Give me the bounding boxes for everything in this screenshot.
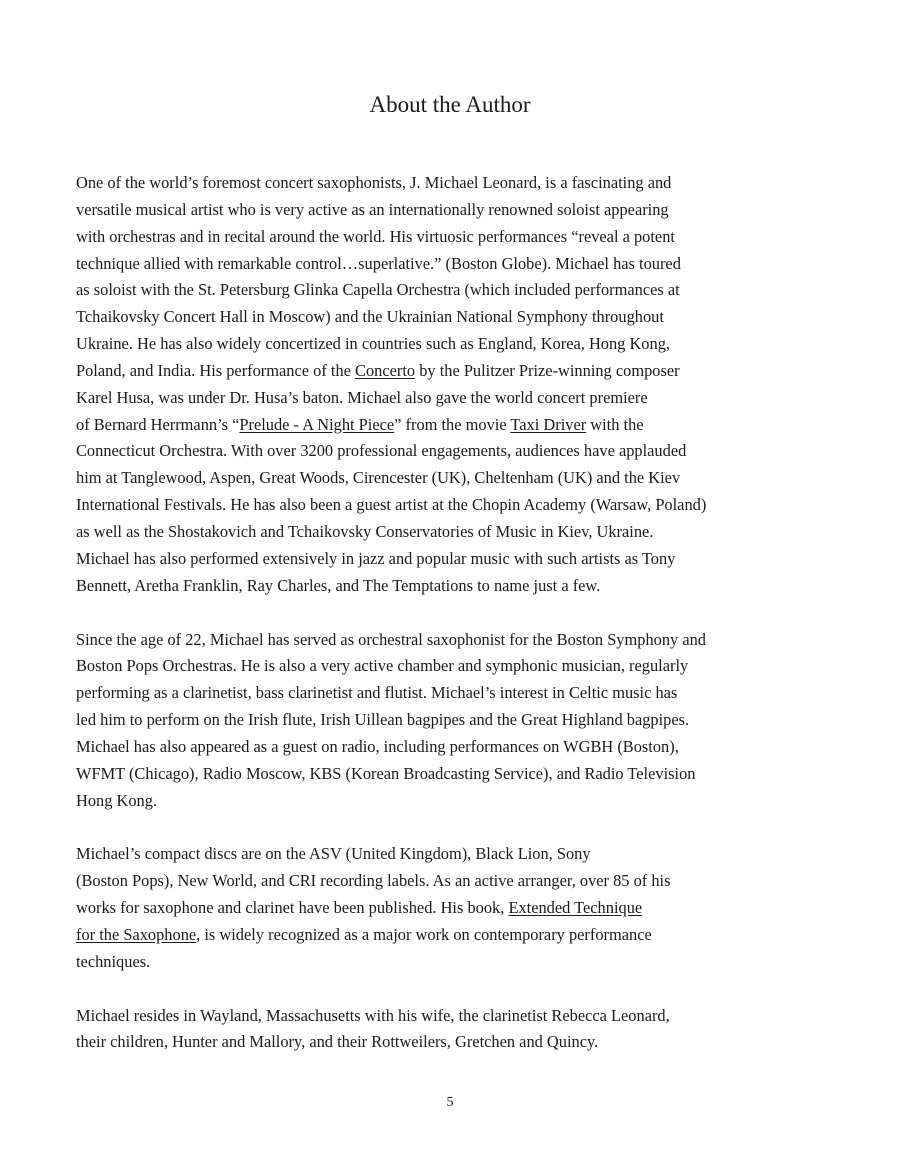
text-segment: One of the world’s foremost concert saxophonists, J. Michael Leonard, is a fascinating and	[76, 173, 672, 192]
text-line	[76, 1029, 836, 1056]
text-line	[76, 868, 836, 895]
text-line	[76, 492, 836, 519]
text-segment: Michael has also performed extensively in jazz and popular music with such artists as Tony	[76, 548, 676, 568]
biography-paragraph	[76, 627, 836, 815]
text-segment: Michael has also appeared as a guest on radio, including performances on WGBH (Boston),	[76, 736, 679, 756]
text-line	[76, 197, 836, 224]
text-line	[76, 922, 836, 949]
text-segment: of Bernard Herrmann’s “	[76, 414, 240, 434]
text-line	[76, 251, 836, 278]
text-line	[76, 385, 836, 412]
text-segment: WFMT (Chicago), Radio Moscow, KBS (Korean Broadcasting Service), and Radio Television	[76, 763, 696, 783]
text-segment: as soloist with the St. Petersburg Glinka Capella Orchestra (which included performances at	[76, 280, 680, 300]
text-line	[76, 412, 836, 439]
page-title: About the Author	[369, 92, 531, 117]
text-segment: Tchaikovsky Concert Hall in Moscow) and the Ukrainian National Symphony throughout	[76, 307, 664, 327]
text-segment: with the	[586, 414, 644, 434]
text-segment: by the Pulitzer Prize-winning composer	[415, 360, 680, 380]
text-segment: Connecticut Orchestra. With over 3200 professional engagements, audiences have applauded	[76, 441, 687, 461]
text-segment: performing as a clarinetist, bass clarinetist and flutist. Michael’s interest in Celtic music has	[76, 683, 678, 703]
author-biography	[76, 170, 836, 1083]
text-line	[76, 1003, 836, 1030]
text-line	[76, 304, 836, 331]
text-line	[76, 358, 836, 385]
text-segment: techniques.	[76, 951, 151, 971]
text-line	[76, 761, 836, 788]
text-segment: , is widely recognized as a major work on contemporary performance	[196, 924, 652, 944]
text-segment: with orchestras and in recital around the world. His virtuosic performances “reveal a potent	[76, 226, 675, 246]
text-line	[76, 331, 836, 358]
text-line	[76, 519, 836, 546]
text-segment: Michael resides in Wayland, Massachusetts with his wife, the clarinetist Rebecca Leonard,	[76, 1005, 670, 1025]
text-line	[76, 465, 836, 492]
text-line	[76, 788, 836, 815]
text-line	[76, 170, 836, 197]
underlined-title: Taxi Driver	[510, 414, 587, 434]
text-line	[76, 841, 836, 868]
underlined-title: Extended Technique	[508, 898, 643, 918]
text-segment: led him to perform on the Irish flute, Irish Uillean bagpipes and the Great Highland bagpipes.	[76, 710, 690, 730]
underlined-title: Prelude - A Night Piece	[239, 414, 395, 434]
text-segment: Karel Husa, was under Dr. Husa’s baton. Michael also gave the world concert premiere	[76, 387, 648, 407]
text-segment: Hong Kong.	[76, 790, 158, 810]
text-line	[76, 707, 836, 734]
text-line	[76, 277, 836, 304]
page-number: 5	[446, 1095, 454, 1110]
text-line	[76, 949, 836, 976]
text-line	[76, 734, 836, 761]
text-segment: works for saxophone and clarinet have been published. His book,	[76, 898, 509, 918]
text-segment: Poland, and India. His performance of the	[76, 360, 356, 380]
text-segment: Michael’s compact discs are on the ASV (United Kingdom), Black Lion, Sony	[76, 844, 591, 864]
text-segment: versatile musical artist who is very active as an internationally renowned soloist appearing	[76, 199, 669, 219]
text-line	[76, 680, 836, 707]
text-line	[76, 895, 836, 922]
text-line	[76, 627, 836, 654]
text-line	[76, 224, 836, 251]
text-segment: their children, Hunter and Mallory, and their Rottweilers, Gretchen and Quincy.	[76, 1032, 599, 1052]
text-segment: him at Tanglewood, Aspen, Great Woods, Cirencester (UK), Cheltenham (UK) and the Kiev	[76, 468, 681, 488]
text-segment: ” from the movie	[394, 414, 511, 434]
biography-paragraph	[76, 170, 836, 600]
text-segment: Bennett, Aretha Franklin, Ray Charles, and The Temptations to name just a few.	[76, 575, 601, 595]
text-segment: (Boston Pops), New World, and CRI recording labels. As an active arranger, over 85 of his	[76, 871, 671, 891]
biography-paragraph	[76, 841, 836, 975]
text-segment: International Festivals. He has also been a guest artist at the Chopin Academy (Warsaw, Poland)	[76, 495, 707, 515]
text-segment: technique allied with remarkable control…superlative.” (Boston Globe). Michael has toured	[76, 253, 681, 273]
text-segment: Boston Pops Orchestras. He is also a very active chamber and symphonic musician, regularly	[76, 656, 689, 676]
text-line	[76, 573, 836, 600]
text-line	[76, 653, 836, 680]
underlined-title: Concerto	[355, 360, 416, 380]
text-segment: Ukraine. He has also widely concertized in countries such as England, Korea, Hong Kong,	[76, 334, 670, 354]
text-segment: as well as the Shostakovich and Tchaikovsky Conservatories of Music in Kiev, Ukraine.	[76, 521, 654, 541]
biography-paragraph	[76, 1003, 836, 1057]
text-segment: Since the age of 22, Michael has served as orchestral saxophonist for the Boston Symphony and	[76, 629, 706, 649]
underlined-title: for the Saxophone	[76, 924, 197, 944]
text-line	[76, 438, 836, 465]
text-line	[76, 546, 836, 573]
